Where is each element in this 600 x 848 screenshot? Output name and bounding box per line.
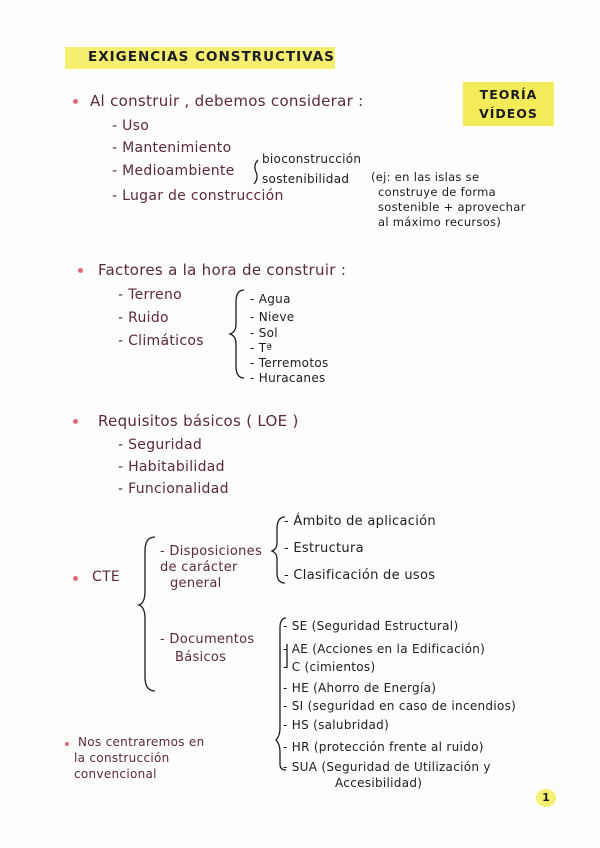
sub-item: - SE (Seguridad Estructural) [283, 619, 459, 633]
sub-item: - Agua [250, 292, 291, 306]
section-2-heading: Factores a la hora de construir : [98, 261, 347, 279]
sub-item: - Tª [250, 341, 273, 355]
sub-item: - SI (seguridad en caso de incendios) [283, 699, 517, 713]
list-item: - Ruido [118, 310, 169, 326]
tag-line-1: TEORÍA [479, 87, 538, 102]
list-item: - Lugar de construcción [112, 188, 284, 204]
list-item: - Medioambiente [112, 163, 235, 179]
page-title: EXIGENCIAS CONSTRUCTIVAS [88, 49, 335, 65]
footnote-line: Nos centraremos en [78, 735, 205, 749]
sub-item: - Sol [250, 326, 278, 340]
section-3-heading: Requisitos básicos ( LOE ) [98, 412, 299, 430]
sub-item: - Ámbito de aplicación [284, 514, 436, 529]
sub-item: bioconstrucción [262, 152, 362, 166]
sub-item: - HE (Ahorro de Energía) [283, 681, 437, 695]
sub-item: - Clasificación de usos [284, 568, 436, 583]
sub-item: - Terremotos [250, 356, 329, 370]
sub-item: - Estructura [284, 541, 364, 556]
note-line: construye de forma [378, 185, 496, 199]
list-item: - Habitabilidad [118, 459, 225, 475]
footnote-line: convencional [74, 767, 157, 781]
sub-item: - HS (salubridad) [283, 718, 390, 732]
note-line: (ej: en las islas se [371, 170, 480, 184]
bullet-dot [78, 268, 83, 273]
bullet-dot [73, 419, 78, 424]
list-item: - Uso [112, 118, 150, 134]
sub-heading: - Disposiciones [160, 544, 263, 559]
sub-item: Accesibilidad) [335, 776, 423, 790]
sub-item: - SUA (Seguridad de Utilización y [283, 760, 491, 774]
section-1-heading: Al construir , debemos considerar : [90, 92, 364, 110]
list-item: - Funcionalidad [118, 481, 229, 497]
list-item: - Terreno [118, 287, 182, 303]
bullet-dot [73, 99, 78, 104]
note-line: al máximo recursos) [378, 215, 502, 229]
tag-line-2: VÍDEOS [479, 106, 538, 121]
bullet-dot [65, 742, 69, 746]
bullet-dot [73, 576, 78, 581]
note-line: sostenible + aprovechar [378, 200, 526, 214]
list-item: - Mantenimiento [112, 140, 232, 156]
page-number: 1 [536, 789, 556, 807]
sub-heading: - Documentos [160, 632, 255, 647]
sub-item: - C (cimientos) [283, 660, 376, 674]
sub-heading: Básicos [175, 650, 227, 665]
list-item: - Climáticos [118, 333, 204, 349]
sub-item: - AE (Acciones en la Edificación) [283, 642, 486, 656]
section-4-heading: CTE [92, 569, 121, 585]
sub-item: sostenibilidad [262, 172, 350, 186]
sub-item: - HR (protección frente al ruido) [283, 740, 484, 754]
footnote-line: la construcción [74, 751, 170, 765]
sub-item: - Huracanes [250, 371, 326, 385]
list-item: - Seguridad [118, 437, 203, 453]
sub-heading: general [170, 576, 222, 591]
sub-item: - Nieve [250, 310, 295, 324]
sub-heading: de carácter [160, 560, 238, 575]
